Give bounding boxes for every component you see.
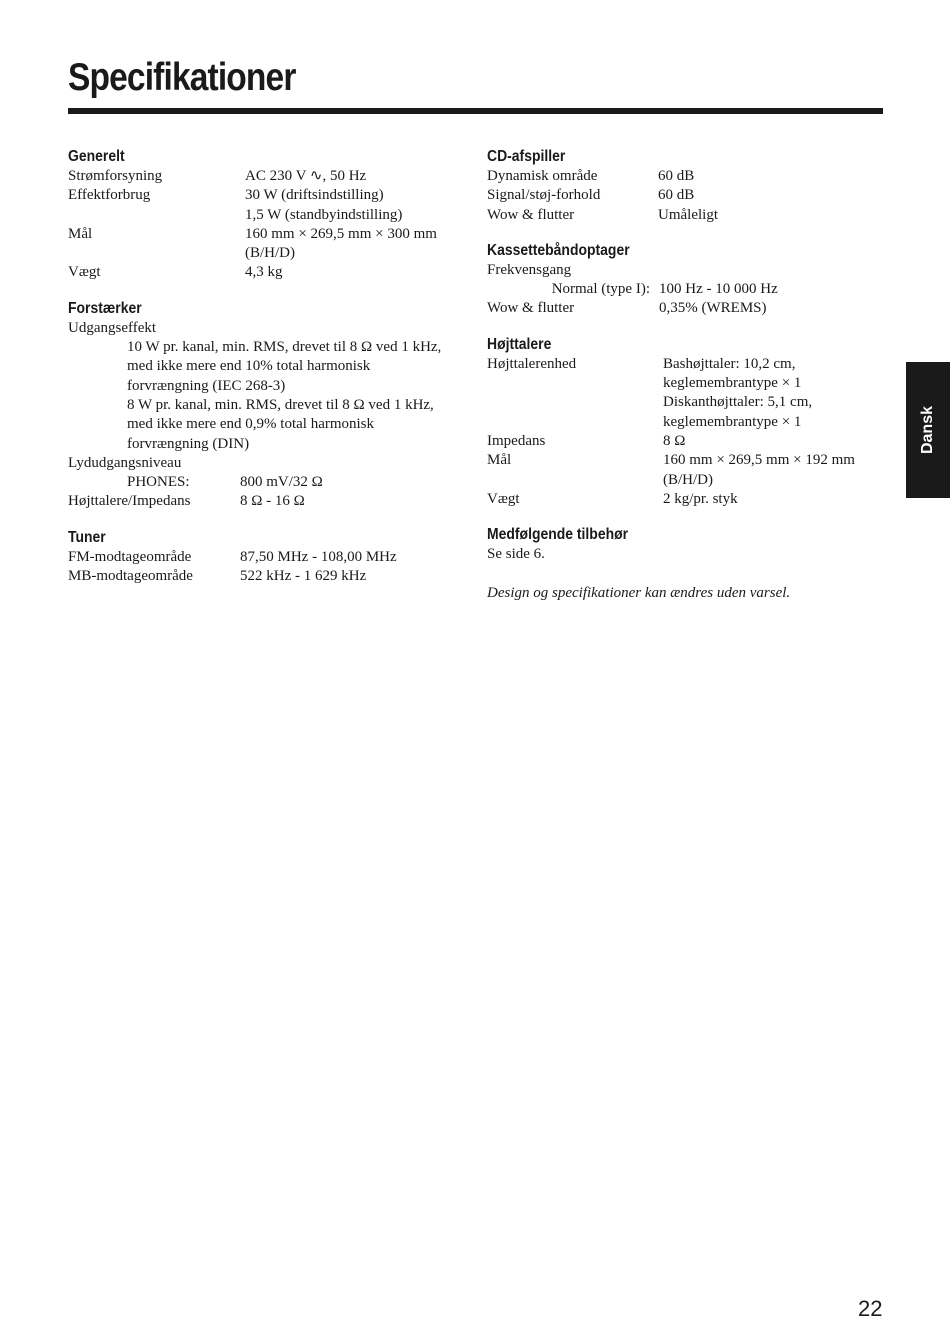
spec-value: Bashøjttaler: 10,2 cm,: [663, 355, 796, 372]
spec-row: [487, 186, 887, 205]
spec-row: [68, 492, 473, 511]
impedans-label: Højttalere/Impedans: [68, 493, 191, 510]
spec-label: Højttalerenhed: [487, 355, 577, 372]
spec-row: [487, 374, 887, 393]
language-tab: [906, 362, 950, 498]
spec-label: [487, 413, 663, 432]
spec-row: [68, 567, 473, 586]
spec-label: Effektforbrug: [68, 187, 151, 204]
spec-label: Wow & flutter: [487, 206, 575, 223]
spec-value: 522 kHz - 1 629 kHz: [240, 568, 367, 585]
spacer-line: [487, 564, 887, 583]
spec-value: 2 kg/pr. styk: [663, 490, 738, 507]
spec-label: Signal/støj-forhold: [487, 187, 601, 204]
section-title-tilbehor: Medfølgende tilbehør: [487, 526, 629, 544]
spec-row: [487, 355, 887, 374]
section-hojttalere: [487, 335, 887, 509]
spec-value: 8 Ω: [663, 432, 686, 449]
spec-label: [487, 393, 663, 412]
spec-row: [487, 432, 887, 451]
section-title-forstaerker: Forstærker: [68, 299, 142, 317]
spec-row: [68, 473, 473, 492]
udgangseffekt-line: med ikke mere end 0,9% total harmonisk: [127, 416, 375, 433]
section-cd: [487, 147, 887, 225]
section-title-cd: CD-afspiller: [487, 148, 566, 165]
spec-label: Vægt: [487, 490, 520, 507]
udgangseffekt-label: Udgangseffekt: [68, 319, 157, 336]
udgangseffekt-line: 10 W pr. kanal, min. RMS, drevet til 8 Ω ved 1 kHz,: [127, 339, 442, 356]
page-title: Specifikationer: [68, 56, 296, 99]
left-column: [68, 147, 473, 602]
phones-label: PHONES:: [127, 474, 190, 491]
section-title-hojttalere: Højttalere: [487, 335, 552, 353]
spec-value: (B/H/D): [245, 245, 295, 262]
section-tilbehor: [487, 525, 887, 603]
spec-label: Dynamisk område: [487, 168, 598, 184]
spec-row: [68, 244, 473, 263]
spec-value: 1,5 W (standbyindstilling): [245, 206, 403, 223]
spec-row: [487, 280, 887, 299]
right-column: [487, 147, 887, 619]
section-generelt: [68, 147, 473, 283]
spec-label: [487, 374, 663, 393]
spec-value: keglemembrantype × 1: [663, 375, 802, 392]
normal-label: Normal (type I):: [551, 281, 650, 298]
spec-row: [68, 167, 473, 186]
lydudgang-label: Lydudgangsniveau: [68, 454, 182, 471]
normal-value: 100 Hz - 10 000 Hz: [659, 281, 778, 298]
spec-row: [487, 299, 887, 318]
section-forstaerker: [68, 299, 473, 512]
spec-value: 4,3 kg: [245, 264, 283, 281]
spec-value: 60 dB: [658, 168, 695, 184]
spec-row: [68, 548, 473, 567]
spec-row: [487, 206, 887, 225]
section-title-tuner: Tuner: [68, 528, 106, 546]
spec-value: AC 230 V ∿, 50 Hz: [245, 168, 367, 184]
spec-row: [487, 167, 887, 186]
spec-value: Diskanthøjttaler: 5,1 cm,: [663, 394, 813, 411]
language-tab-label: Dansk: [919, 405, 936, 455]
disclaimer-note: Design og specifikationer kan ændres uden varsel.: [487, 584, 791, 601]
spec-value: 87,50 MHz - 108,00 MHz: [240, 548, 397, 565]
section-title-kassette: Kassettebåndoptager: [487, 241, 630, 259]
spec-row: [487, 471, 887, 490]
impedans-value: 8 Ω - 16 Ω: [240, 493, 305, 510]
spec-value: 30 W (driftsindstilling): [245, 187, 384, 204]
spec-value: 60 dB: [658, 187, 695, 204]
spec-row: [487, 393, 887, 412]
spec-row: [68, 225, 473, 244]
spec-row: [68, 206, 473, 225]
spec-label: Mål: [487, 452, 512, 469]
wow-label: Wow & flutter: [487, 300, 575, 317]
spec-label: Impedans: [487, 432, 546, 449]
spec-label: [487, 471, 663, 490]
tilbehor-text: Se side 6.: [487, 546, 545, 563]
spec-label: [68, 244, 245, 263]
spec-row: [68, 186, 473, 205]
wow-value: 0,35% (WREMS): [659, 300, 767, 317]
spec-label: [68, 206, 245, 225]
udgangseffekt-line: forvrængning (IEC 268-3): [127, 377, 286, 394]
spec-value: Umåleligt: [658, 206, 718, 223]
spec-row: [68, 263, 473, 282]
spec-label: Strømforsyning: [68, 168, 163, 184]
spec-label: Vægt: [68, 264, 101, 281]
spec-label: Mål: [68, 225, 93, 242]
udgangseffekt-line: forvrængning (DIN): [127, 435, 250, 452]
phones-value: 800 mV/32 Ω: [240, 474, 323, 491]
spec-value: (B/H/D): [663, 471, 713, 488]
spec-value: 160 mm × 269,5 mm × 192 mm: [663, 452, 855, 469]
section-title-generelt: Generelt: [68, 148, 125, 165]
udgangseffekt-line: 8 W pr. kanal, min. RMS, drevet til 8 Ω ved 1 kHz,: [127, 396, 434, 413]
title-rule: [68, 108, 883, 114]
spec-label: MB-modtageområde: [68, 568, 193, 585]
frekvens-label: Frekvensgang: [487, 261, 572, 278]
spec-row: [487, 413, 887, 432]
spec-value: keglemembrantype × 1: [663, 413, 802, 430]
page-number: 22: [858, 1296, 883, 1321]
spec-row: [487, 490, 887, 509]
section-kassette: [487, 241, 887, 319]
spec-row: [487, 451, 887, 470]
spec-value: 160 mm × 269,5 mm × 300 mm: [245, 225, 437, 242]
spec-label: FM-modtageområde: [68, 548, 192, 565]
section-tuner: [68, 528, 473, 587]
udgangseffekt-line: med ikke mere end 10% total harmonisk: [127, 358, 371, 375]
